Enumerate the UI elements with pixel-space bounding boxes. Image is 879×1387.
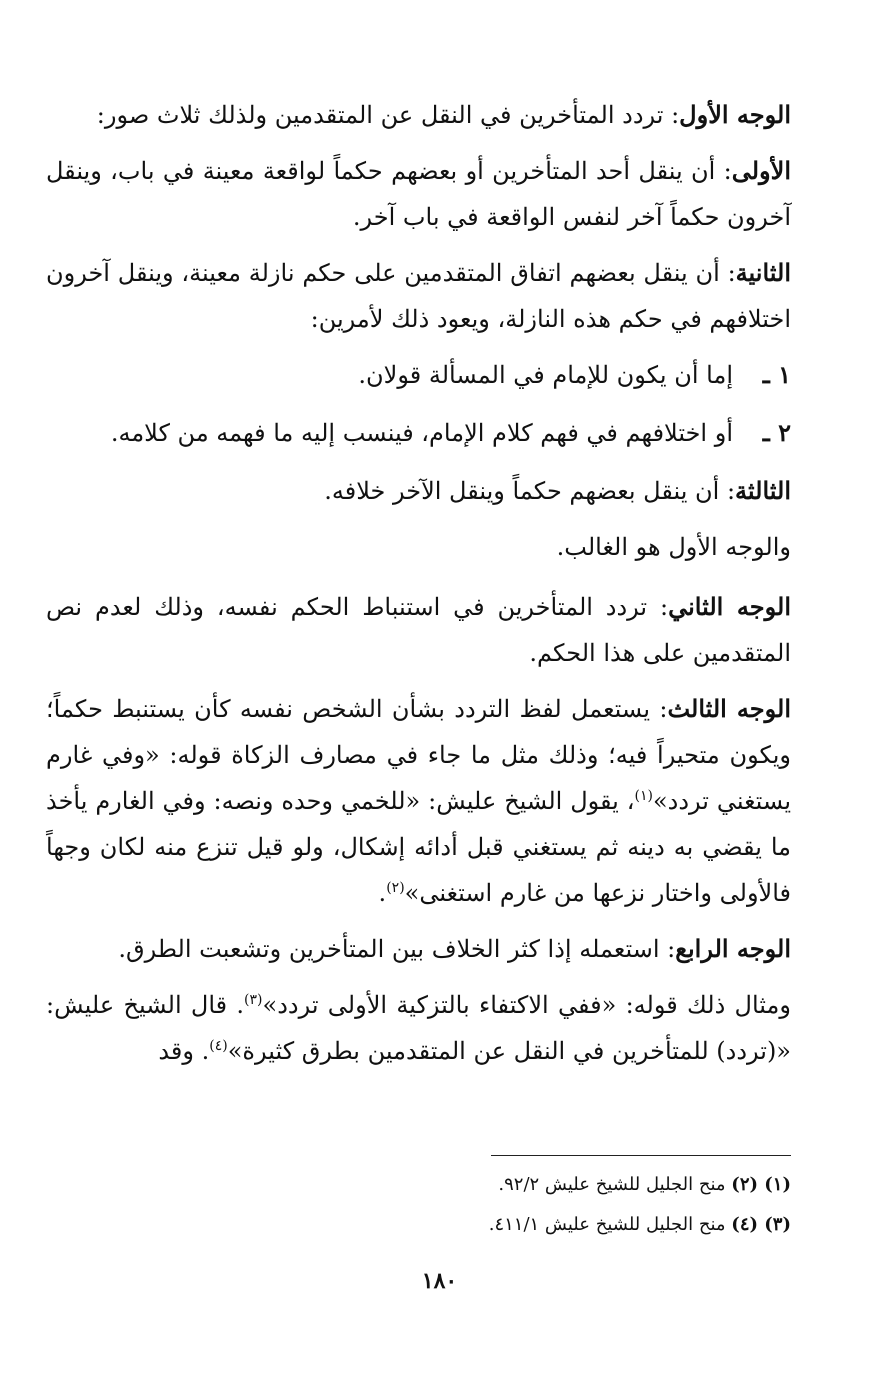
paragraph-text: : أن ينقل أحد المتأخرين أو بعضهم حكماً لواقعة معينة في باب، وينقل آخرون حكماً آخر لنفس الواقعة في باب آخر. — [46, 157, 791, 231]
paragraph-third-form — [46, 468, 791, 514]
paragraph-text: ومثال ذلك قوله: «ففي الاكتفاء بالتزكية الأولى تردد» — [262, 991, 791, 1019]
paragraph-text: والوجه الأول هو الغالب. — [556, 533, 791, 561]
footnote-ref-4[interactable]: (٤) — [209, 1038, 228, 1054]
paragraph-text: : تردد المتأخرين في النقل عن المتقدمين ولذلك ثلاث صور: — [96, 101, 680, 129]
page-body — [46, 92, 791, 1084]
page-number: ١٨٠ — [421, 1268, 458, 1294]
footnote-number: (٣) (٤) — [731, 1214, 791, 1235]
list-item-1 — [46, 352, 791, 398]
paragraph-lead: الوجه الرابع — [675, 934, 791, 963]
list-text: أو اختلافهم في فهم كلام الإمام، فينسب إليه ما فهمه من كلامه. — [110, 419, 733, 447]
paragraph-lead: الوجه الأول — [679, 100, 791, 129]
list-number: ١ ـ — [762, 360, 791, 389]
footnotes — [46, 1165, 791, 1245]
footnote-divider — [491, 1155, 791, 1156]
paragraph-lead: الوجه الثاني — [668, 592, 791, 621]
footnote-text: منح الجليل للشيخ عليش ٤١١/١. — [488, 1214, 726, 1235]
paragraph-third-aspect — [46, 686, 791, 916]
footnote-1 — [46, 1165, 791, 1205]
footnote-ref-3[interactable]: (٣) — [244, 992, 263, 1008]
paragraph-lead: الوجه الثالث — [667, 694, 791, 723]
list-number: ٢ ـ — [762, 418, 791, 447]
paragraph-prevalent-note — [46, 524, 791, 570]
paragraph-lead: الثالثة — [735, 476, 791, 505]
list-item-2 — [46, 410, 791, 456]
paragraph-first-form — [46, 148, 791, 240]
footnote-2 — [46, 1205, 791, 1245]
paragraph-example — [46, 982, 791, 1074]
footnote-ref-2[interactable]: (٢) — [386, 880, 405, 896]
paragraph-text: : أن ينقل بعضهم اتفاق المتقدمين على حكم نازلة معينة، وينقل آخرون اختلافهم في حكم هذه النازلة، ويعود ذلك لأمرين: — [46, 259, 791, 333]
paragraph-text: . قال الشيخ عليش: «(تردد) للمتأخرين في النقل عن المتقدمين بطرق كثيرة» — [46, 991, 791, 1065]
paragraph-text: : تردد المتأخرين في استنباط الحكم نفسه، وذلك لعدم نص المتقدمين على هذا الحكم. — [46, 593, 791, 667]
footnote-number: (١) (٢) — [731, 1174, 791, 1195]
paragraph-text: . — [378, 879, 387, 907]
paragraph-text: : يستعمل لفظ التردد بشأن الشخص نفسه كأن يستنبط حكماً؛ ويكون متحيراً فيه؛ وذلك مثل ما جاء في مصارف الزكاة قوله: «وفي غارم يستغني تردد» — [46, 695, 791, 815]
paragraph-text: . وقد — [158, 1037, 210, 1065]
list-text: إما أن يكون للإمام في المسألة قولان. — [358, 361, 733, 389]
paragraph-fourth-aspect — [46, 926, 791, 972]
paragraph-first-aspect — [46, 92, 791, 138]
paragraph-second-aspect — [46, 584, 791, 676]
paragraph-text: ، يقول الشيخ عليش: «للخمي وحده ونصه: وفي الغارم يأخذ ما يقضي به دينه ثم يستغني قبل أدائه إشكال، ولو قيل تنزع منه لكان وجهاً فالأولى واختار نزعها من غارم استغنى» — [46, 787, 791, 907]
footnote-text: منح الجليل للشيخ عليش ٩٢/٢. — [498, 1174, 726, 1195]
footnote-ref-1[interactable]: (١) — [634, 788, 653, 804]
paragraph-lead: الثانية — [735, 258, 791, 287]
paragraph-text: : استعمله إذا كثر الخلاف بين المتأخرين وتشعبت الطرق. — [118, 935, 676, 963]
paragraph-text: : أن ينقل بعضهم حكماً وينقل الآخر خلافه. — [324, 477, 736, 505]
paragraph-second-form — [46, 250, 791, 342]
paragraph-lead: الأولى — [731, 156, 791, 185]
